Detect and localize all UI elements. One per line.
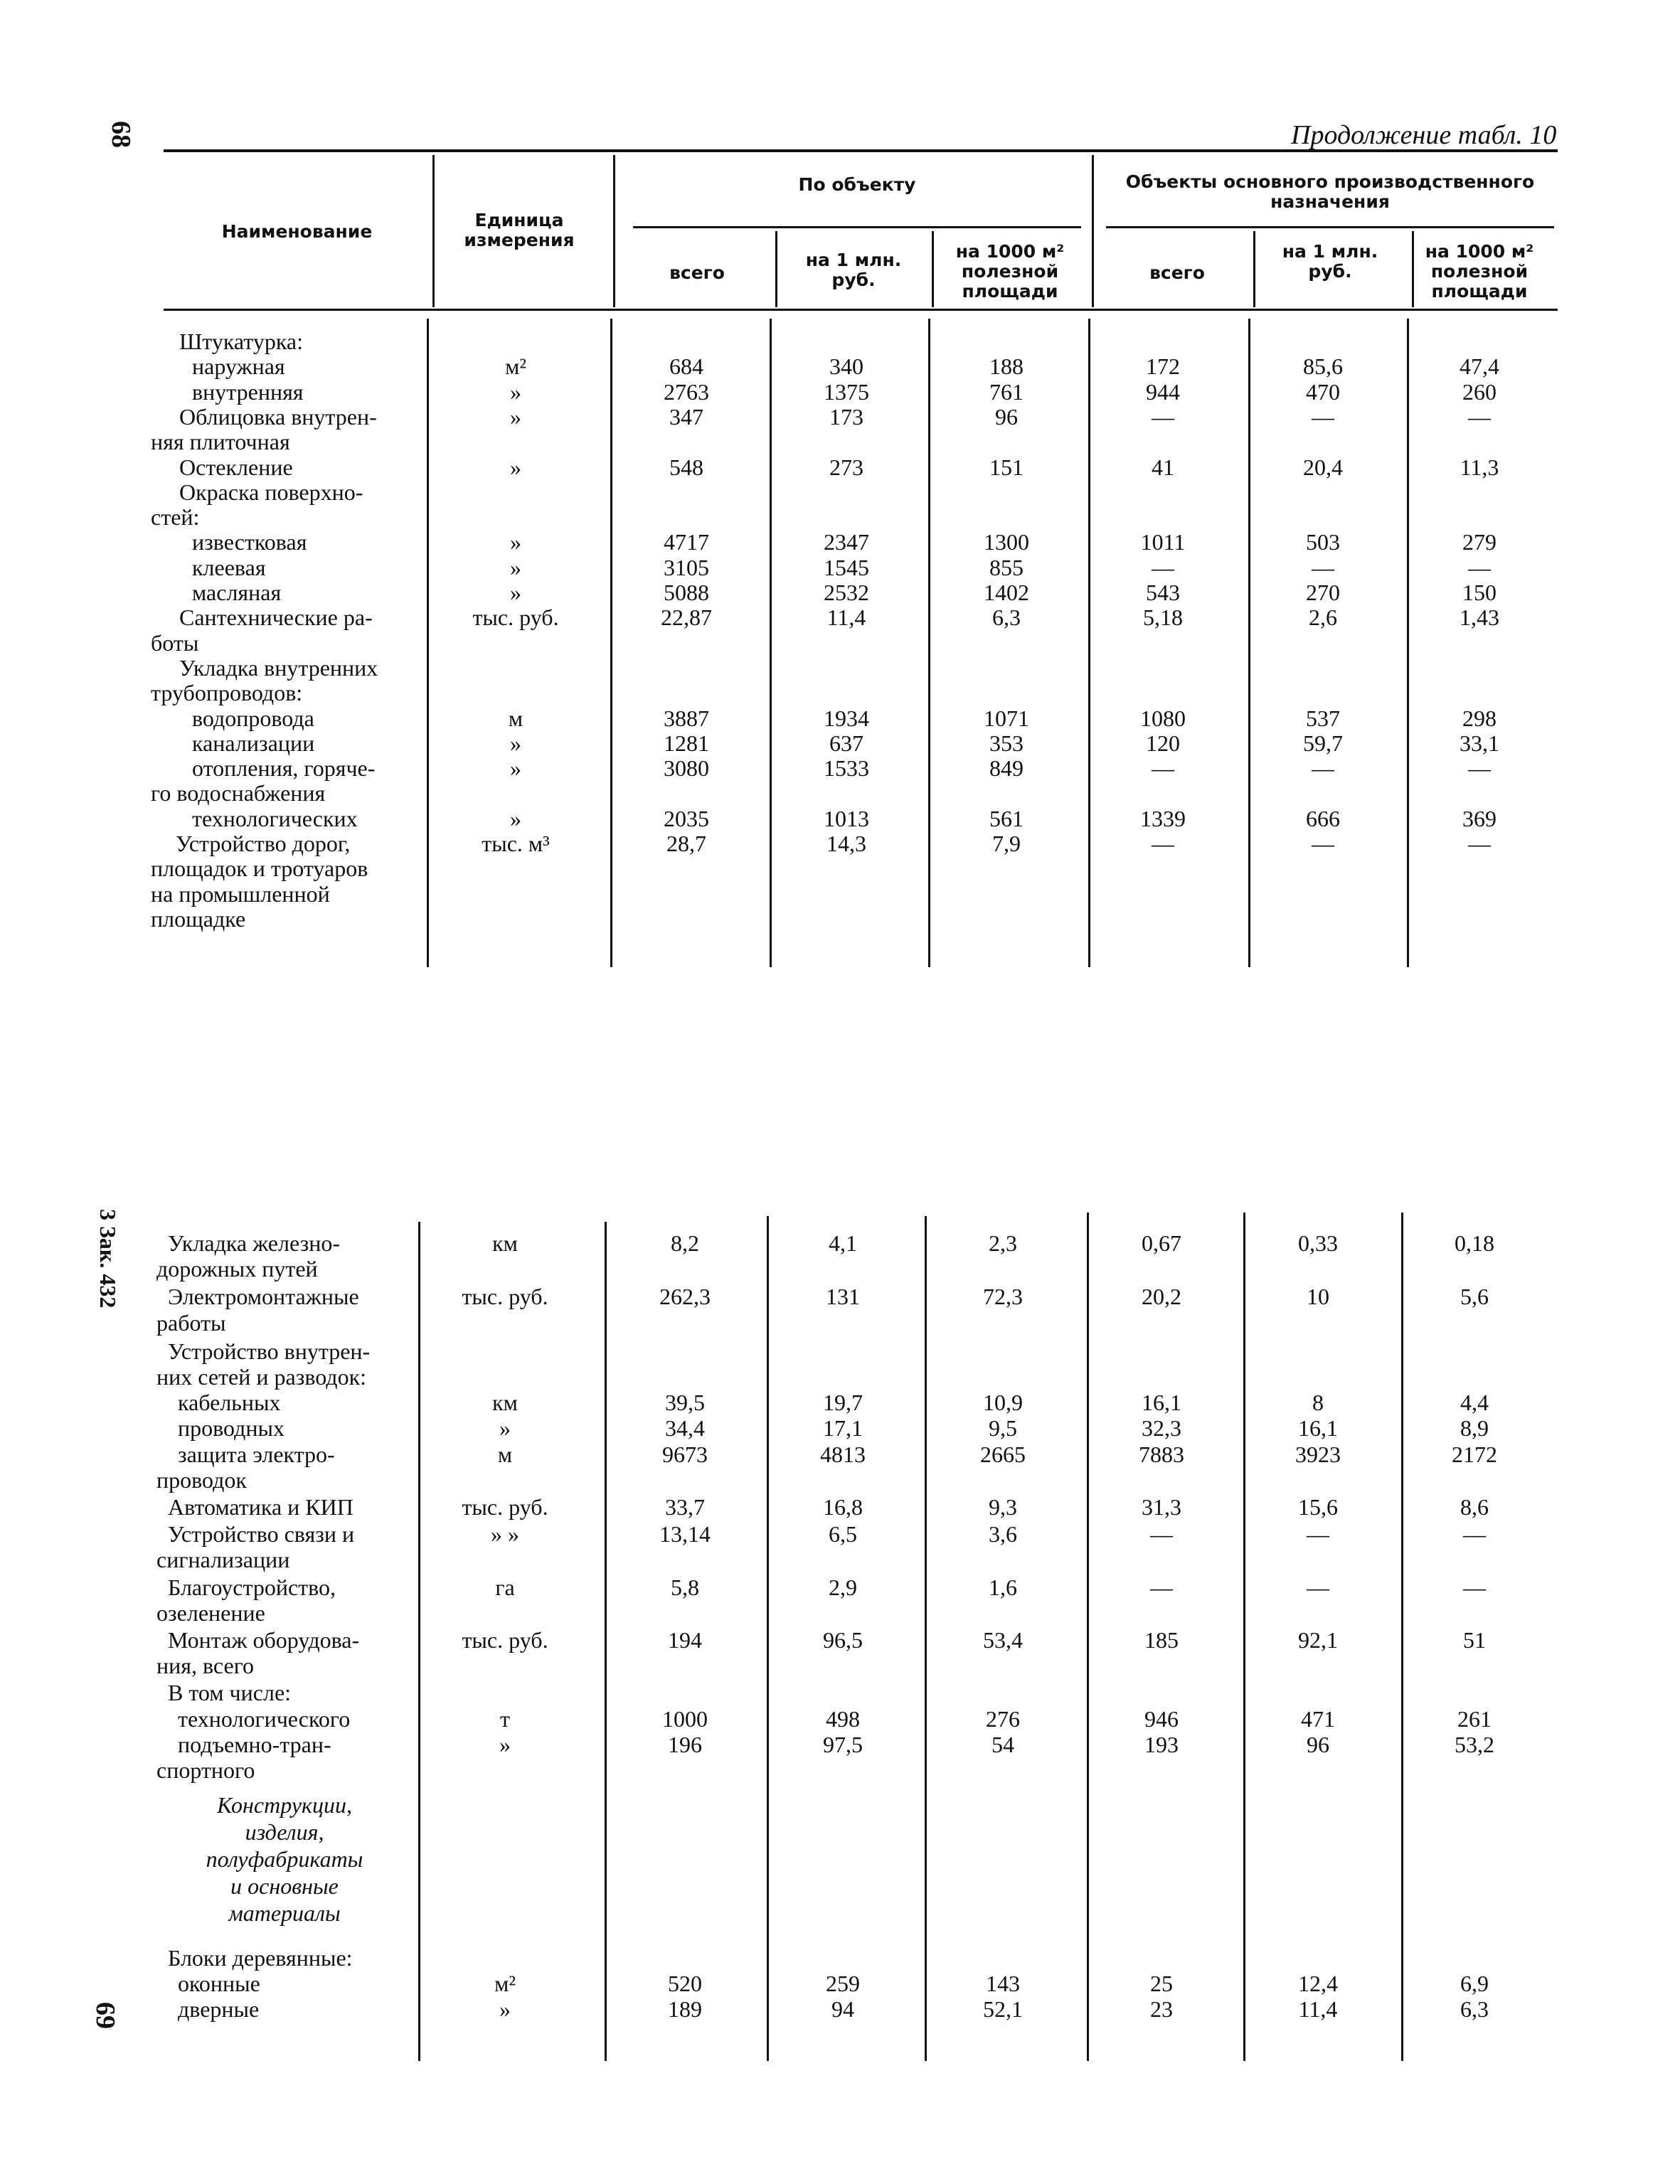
body-vline (605, 1222, 607, 2061)
row-name: Монтаж оборудова- (168, 1627, 360, 1653)
row-value: 561 (989, 805, 1024, 831)
row-name: технологических (192, 805, 358, 831)
row-value: — (1150, 1574, 1173, 1600)
row-unit: » (510, 529, 521, 555)
body-vline (928, 319, 930, 967)
row-value: 47,4 (1460, 353, 1499, 380)
row-value: 3080 (664, 755, 709, 782)
body-vline (1087, 1213, 1089, 2061)
row-value: 5,18 (1143, 604, 1183, 631)
row-value: 54 (991, 1731, 1014, 1757)
row-name: ния, всего (156, 1653, 255, 1679)
row-unit: км (492, 1230, 518, 1256)
row-unit: » (510, 378, 521, 405)
row-name: работы (156, 1309, 226, 1336)
header-vline (613, 155, 615, 307)
row-value: 150 (1462, 580, 1496, 605)
row-name: дверные (178, 1996, 260, 2022)
row-value: — (1312, 831, 1334, 856)
row-name: канализации (192, 730, 315, 756)
row-name: проводных (178, 1415, 285, 1442)
row-value: — (1307, 1521, 1329, 1548)
row-value: 7883 (1139, 1441, 1184, 1467)
row-name: Благоустройство, (168, 1574, 336, 1600)
row-value: 11,4 (1298, 1996, 1338, 2022)
row-value: 25 (1150, 1971, 1173, 1996)
header-subrule-1 (633, 226, 1081, 228)
header-vline (1092, 155, 1094, 307)
row-unit: т (500, 1705, 510, 1732)
row-value: 1934 (824, 705, 869, 731)
row-name: известковая (192, 529, 307, 555)
row-value: 2347 (824, 529, 869, 555)
header-subrule-2 (1106, 226, 1554, 228)
row-value: 189 (668, 1996, 702, 2022)
row-value: 1,6 (989, 1574, 1017, 1600)
row-value: — (1468, 554, 1491, 580)
row-name: Устройство связи и (168, 1521, 355, 1548)
subheading-line: и основные (230, 1873, 339, 1899)
body-vline (767, 1216, 769, 2061)
row-unit: » (510, 403, 521, 430)
row-value: 172 (1146, 353, 1180, 380)
row-value: 276 (986, 1705, 1020, 1732)
row-unit: » (510, 454, 521, 480)
row-value: 6,3 (992, 604, 1021, 631)
row-value: 666 (1306, 805, 1340, 831)
row-value: 16,8 (823, 1494, 863, 1520)
row-value: 471 (1301, 1705, 1335, 1732)
header-total-2: всего (1149, 262, 1205, 283)
row-value: 3923 (1295, 1441, 1341, 1467)
row-unit: » (499, 1731, 511, 1757)
row-unit: тыс. м³ (482, 831, 550, 856)
row-value: 96,5 (823, 1627, 863, 1653)
row-value: 353 (989, 730, 1024, 756)
body-vline (418, 1222, 420, 2061)
row-value: 6,3 (1460, 1996, 1489, 2022)
row-value: 4,1 (829, 1230, 857, 1256)
row-value: 96 (995, 403, 1018, 430)
body-vline (770, 319, 772, 967)
row-value: 33,1 (1460, 730, 1499, 756)
row-value: 761 (989, 378, 1024, 405)
row-value: — (1468, 755, 1491, 782)
row-value: 9,5 (989, 1415, 1017, 1442)
row-name: защита электро- (178, 1441, 335, 1467)
row-unit: тыс. руб. (472, 604, 559, 631)
subheading-line: полуфабрикаты (206, 1846, 363, 1872)
row-value: 8,6 (1460, 1494, 1489, 1520)
row-value: 33,7 (665, 1494, 705, 1520)
row-value: 92,1 (1298, 1627, 1338, 1653)
row-value: 1071 (984, 705, 1029, 731)
row-value: — (1152, 403, 1174, 430)
row-name: Укладка железно- (168, 1230, 340, 1256)
row-value: 1300 (984, 529, 1029, 555)
row-value: 94 (831, 1996, 854, 2022)
row-value: 13,14 (659, 1521, 711, 1548)
body-vline (1407, 319, 1409, 967)
row-value: 131 (826, 1284, 860, 1310)
row-unit: м² (505, 353, 526, 380)
row-value: 369 (1462, 805, 1496, 831)
header-unit: Единица измерения (464, 210, 575, 250)
row-value: 8,2 (671, 1230, 699, 1256)
row-name: Устройство внутрен- (168, 1338, 371, 1364)
row-value: 7,9 (992, 831, 1021, 856)
row-value: 520 (668, 1971, 702, 1996)
row-value: 684 (669, 353, 703, 380)
row-value: 498 (826, 1705, 860, 1732)
side-note: 3 Зак. 432 (95, 1209, 121, 1309)
body-vline (1088, 319, 1090, 967)
row-name: проводок (156, 1466, 247, 1493)
row-value: 196 (668, 1731, 702, 1757)
row-value: 855 (989, 554, 1024, 580)
row-value: 53,4 (983, 1627, 1023, 1653)
row-value: 120 (1146, 730, 1180, 756)
row-unit: » (499, 1996, 511, 2022)
row-value: 548 (669, 454, 703, 480)
row-value: 1402 (984, 580, 1029, 605)
row-value: 19,7 (823, 1390, 863, 1416)
row-name: Блоки деревянные: (168, 1945, 353, 1971)
row-value: 2763 (664, 378, 709, 405)
row-name: площадке (151, 905, 246, 932)
row-value: 537 (1306, 705, 1340, 731)
row-value: 3887 (664, 705, 709, 731)
row-value: 85,6 (1303, 353, 1343, 380)
row-value: 185 (1144, 1627, 1179, 1653)
header-per-mln-2: на 1 млн. руб. (1282, 241, 1378, 282)
row-value: 32,3 (1142, 1415, 1181, 1442)
row-value: 143 (986, 1971, 1020, 1996)
row-value: 261 (1457, 1705, 1492, 1732)
row-name: клеевая (192, 554, 266, 580)
row-value: 52,1 (983, 1996, 1023, 2022)
row-unit: » (510, 805, 521, 831)
header-per-mln-1: на 1 млн. руб. (805, 250, 902, 290)
body-vline (1243, 1213, 1245, 2061)
row-value: 4717 (664, 529, 709, 555)
subheading-line: материалы (228, 1900, 341, 1926)
row-value: 4813 (820, 1441, 866, 1467)
row-value: 340 (829, 353, 863, 380)
row-value: 96 (1307, 1731, 1329, 1757)
row-value: 503 (1306, 529, 1340, 555)
row-unit: » (510, 554, 521, 580)
row-value: 10,9 (983, 1390, 1023, 1416)
row-name: Штукатурка: (179, 329, 303, 354)
row-name: отопления, горяче- (192, 755, 376, 782)
row-name: сигнализации (156, 1547, 290, 1573)
row-value: 28,7 (666, 831, 706, 856)
row-value: 2,6 (1309, 604, 1337, 631)
header-total-1: всего (669, 262, 725, 283)
row-value: 151 (989, 454, 1024, 480)
row-name: внутренняя (192, 378, 304, 405)
row-value: 41 (1152, 454, 1174, 480)
row-name: подъемно-тран- (178, 1731, 331, 1757)
row-value: 1545 (824, 554, 869, 580)
row-value: 0,18 (1455, 1230, 1494, 1256)
row-value: 2035 (664, 805, 709, 831)
row-value: 97,5 (823, 1731, 863, 1757)
header-group1: По объекту (798, 174, 916, 195)
row-value: 1,43 (1460, 604, 1499, 631)
row-name: масляная (192, 580, 282, 605)
header-bottom-rule (164, 309, 1558, 311)
row-value: 2,3 (989, 1230, 1017, 1256)
row-value: 72,3 (983, 1284, 1023, 1310)
row-value: — (1152, 554, 1174, 580)
header-vline (775, 231, 777, 307)
row-value: 3105 (664, 554, 709, 580)
row-value: 20,4 (1303, 454, 1343, 480)
row-value: — (1312, 403, 1334, 430)
row-name: площадок и тротуаров (151, 856, 368, 882)
row-value: 31,3 (1142, 1494, 1181, 1520)
row-name: няя плиточная (151, 429, 290, 455)
row-value: 1013 (824, 805, 869, 831)
row-value: 262,3 (659, 1284, 711, 1310)
row-value: — (1152, 755, 1174, 782)
row-value: 259 (826, 1971, 860, 1996)
row-value: — (1312, 554, 1334, 580)
row-name: трубопроводов: (151, 680, 303, 706)
page-number-top: 68 (106, 121, 136, 148)
row-name: водопровода (192, 705, 314, 731)
header-vline (432, 155, 435, 307)
row-value: 5088 (664, 580, 709, 605)
row-value: 14,3 (826, 831, 866, 856)
row-value: 2172 (1452, 1441, 1497, 1467)
row-value: 59,7 (1303, 730, 1343, 756)
row-name: го водоснабжения (151, 780, 326, 806)
row-value: 15,6 (1298, 1494, 1338, 1520)
row-value: 11,4 (826, 604, 866, 631)
row-value: 188 (989, 353, 1024, 380)
body-vline (925, 1216, 927, 2061)
row-value: 946 (1144, 1705, 1179, 1732)
row-value: — (1312, 755, 1334, 782)
header-vline (1412, 231, 1414, 307)
row-value: 3,6 (989, 1521, 1017, 1548)
row-value: 298 (1462, 705, 1496, 731)
row-value: 16,1 (1142, 1390, 1181, 1416)
row-value: 944 (1146, 378, 1180, 405)
row-value: 5,6 (1460, 1284, 1489, 1310)
row-value: 270 (1306, 580, 1340, 605)
row-value: 5,8 (671, 1574, 699, 1600)
row-name: кабельных (178, 1390, 281, 1416)
row-value: 849 (989, 755, 1024, 782)
row-name: оконные (178, 1971, 260, 1996)
row-value: 2532 (824, 580, 869, 605)
header-vline (932, 231, 934, 307)
row-unit: м² (494, 1971, 516, 1996)
header-group2: Объекты основного производственного назначения (1125, 171, 1535, 212)
row-value: — (1307, 1574, 1329, 1600)
header-name: Наименование (221, 221, 373, 242)
row-value: 1533 (824, 755, 869, 782)
row-unit: » (510, 730, 521, 756)
row-unit: » (499, 1415, 511, 1442)
row-name: Электромонтажные (168, 1284, 359, 1310)
row-value: — (1463, 1574, 1486, 1600)
row-value: 51 (1463, 1627, 1486, 1653)
row-value: 193 (1144, 1731, 1179, 1757)
row-name: Окраска поверхно- (179, 479, 363, 505)
row-value: 2665 (980, 1441, 1026, 1467)
row-unit: тыс. руб. (462, 1284, 548, 1310)
body-vline (610, 319, 612, 967)
row-unit: га (495, 1574, 515, 1600)
body-vline (427, 319, 429, 967)
row-value: 8 (1312, 1390, 1324, 1416)
row-name: них сетей и разводок: (156, 1364, 367, 1390)
row-value: 1080 (1140, 705, 1186, 731)
row-name: озеленение (156, 1599, 265, 1626)
row-unit: м (497, 1441, 513, 1467)
row-unit: км (492, 1390, 518, 1416)
top-rule (164, 149, 1558, 152)
row-unit: тыс. руб. (462, 1494, 548, 1520)
row-name: В том числе: (168, 1680, 292, 1706)
page-number-bottom: 69 (90, 2002, 120, 2029)
header-per-1000-2: на 1000 м² полезной площади (1425, 241, 1534, 302)
row-value: 10 (1307, 1284, 1329, 1310)
row-value: 20,2 (1142, 1284, 1181, 1310)
row-unit: » (510, 755, 521, 782)
row-name: боты (151, 629, 199, 656)
row-value: 1375 (824, 378, 869, 405)
row-unit: » » (491, 1521, 519, 1548)
row-value: 470 (1306, 378, 1340, 405)
row-value: — (1468, 403, 1491, 430)
row-value: 637 (829, 730, 863, 756)
row-value: 9,3 (989, 1494, 1017, 1520)
row-value: 53,2 (1455, 1731, 1494, 1757)
row-value: 11,3 (1460, 454, 1499, 480)
row-value: 260 (1462, 378, 1496, 405)
row-value: 16,1 (1298, 1415, 1338, 1442)
row-unit: тыс. руб. (462, 1627, 548, 1653)
row-name: Автоматика и КИП (168, 1494, 353, 1520)
row-value: 12,4 (1298, 1971, 1338, 1996)
continuation-caption: Продолжение табл. 10 (1291, 120, 1557, 150)
row-value: — (1150, 1521, 1173, 1548)
row-value: 6,5 (829, 1521, 857, 1548)
row-value: 0,33 (1298, 1230, 1338, 1256)
row-value: 17,1 (823, 1415, 863, 1442)
row-value: 347 (669, 403, 703, 430)
row-value: 6,9 (1460, 1971, 1489, 1996)
row-value: 9673 (662, 1441, 708, 1467)
row-value: 34,4 (665, 1415, 705, 1442)
row-name: стей: (151, 504, 200, 531)
row-value: 1339 (1140, 805, 1186, 831)
row-name: Укладка внутренних (179, 654, 378, 681)
row-value: 8,9 (1460, 1415, 1489, 1442)
row-name: технологического (178, 1705, 351, 1732)
row-unit: » (510, 580, 521, 605)
row-value: 2,9 (829, 1574, 857, 1600)
row-name: Устройство дорог, (176, 831, 351, 856)
row-name: Облицовка внутрен- (179, 403, 377, 430)
row-value: 39,5 (665, 1390, 705, 1416)
row-unit: м (508, 705, 523, 731)
row-value: — (1468, 831, 1491, 856)
row-name: на промышленной (151, 880, 330, 907)
row-name: дорожных путей (156, 1256, 318, 1282)
row-value: — (1152, 831, 1174, 856)
row-value: 22,87 (661, 604, 712, 631)
row-value: 194 (668, 1627, 702, 1653)
header-per-1000-1: на 1000 м² полезной площади (955, 241, 1065, 302)
subheading-line: изделия, (245, 1819, 324, 1845)
row-name: Остекление (179, 454, 293, 480)
row-value: 0,67 (1142, 1230, 1181, 1256)
row-name: спортного (156, 1757, 255, 1783)
row-value: 4,4 (1460, 1390, 1489, 1416)
row-value: 1000 (662, 1705, 708, 1732)
row-value: 543 (1146, 580, 1180, 605)
row-value: 1281 (664, 730, 709, 756)
row-value: 173 (829, 403, 863, 430)
row-value: 23 (1150, 1996, 1173, 2022)
row-value: 1011 (1140, 529, 1186, 555)
header-vline (1253, 231, 1255, 307)
body-vline (1401, 1213, 1403, 2061)
row-value: — (1463, 1521, 1486, 1548)
row-value: 279 (1462, 529, 1496, 555)
row-name: Сантехнические ра- (179, 604, 373, 631)
subheading-line: Конструкции, (217, 1792, 352, 1818)
body-vline (1248, 319, 1250, 967)
row-name: наружная (192, 353, 285, 380)
row-value: 273 (829, 454, 863, 480)
